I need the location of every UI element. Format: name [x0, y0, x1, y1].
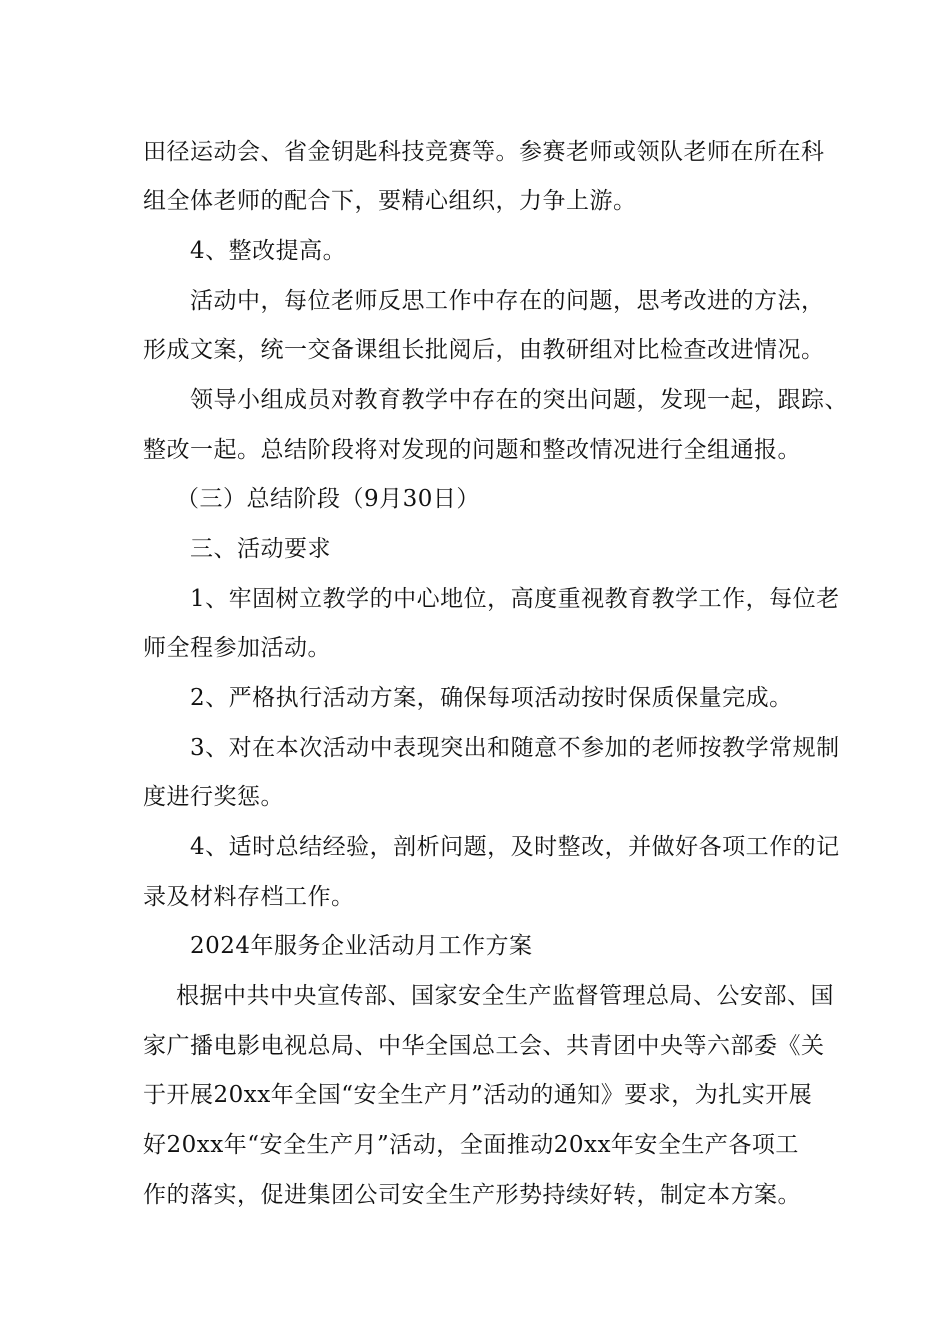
- body-text-line: 家广播电影电视总局、中华全国总工会、共青团中央等六部委《关: [143, 1033, 825, 1059]
- list-item-line: 师全程参加活动。: [143, 635, 331, 661]
- body-text-line: 领导小组成员对教育教学中存在的突出问题，发现一起，跟踪、: [190, 387, 848, 413]
- section-heading: 三、活动要求: [190, 536, 331, 562]
- body-text-line: 形成文案，统一交备课组长批阅后，由教研组对比检查改进情况。: [143, 337, 825, 363]
- list-item-line: 1、牢固树立教学的中心地位，高度重视教育教学工作，每位老: [190, 586, 840, 612]
- document-title: 2024年服务企业活动月工作方案: [190, 933, 533, 959]
- list-item-line: 4、适时总结经验，剖析问题，及时整改，并做好各项工作的记: [190, 834, 840, 860]
- body-text-line: 于开展20xx年全国“安全生产月”活动的通知》要求，为扎实开展: [143, 1082, 813, 1108]
- body-text-line: 活动中，每位老师反思工作中存在的问题，思考改进的方法，: [190, 288, 825, 314]
- section-heading: （三）总结阶段（9月30日）: [176, 486, 480, 512]
- body-text-line: 整改一起。总结阶段将对发现的问题和整改情况进行全组通报。: [143, 437, 801, 463]
- body-text-line: 好20xx年“安全生产月”活动，全面推动20xx年安全生产各项工: [143, 1132, 799, 1158]
- body-text-line: 组全体老师的配合下，要精心组织，力争上游。: [143, 188, 637, 214]
- list-item-line: 度进行奖惩。: [143, 784, 284, 810]
- section-heading: 4、整改提高。: [190, 238, 347, 264]
- list-item-line: 录及材料存档工作。: [143, 884, 355, 910]
- list-item-line: 2、严格执行活动方案，确保每项活动按时保质保量完成。: [190, 685, 793, 711]
- body-text-line: 田径运动会、省金钥匙科技竞赛等。参赛老师或领队老师在所在科: [143, 139, 825, 165]
- body-text-line: 根据中共中央宣传部、国家安全生产监督管理总局、公安部、国: [176, 983, 834, 1009]
- list-item-line: 3、对在本次活动中表现突出和随意不参加的老师按教学常规制: [190, 735, 840, 761]
- body-text-line: 作的落实，促进集团公司安全生产形势持续好转，制定本方案。: [143, 1182, 801, 1208]
